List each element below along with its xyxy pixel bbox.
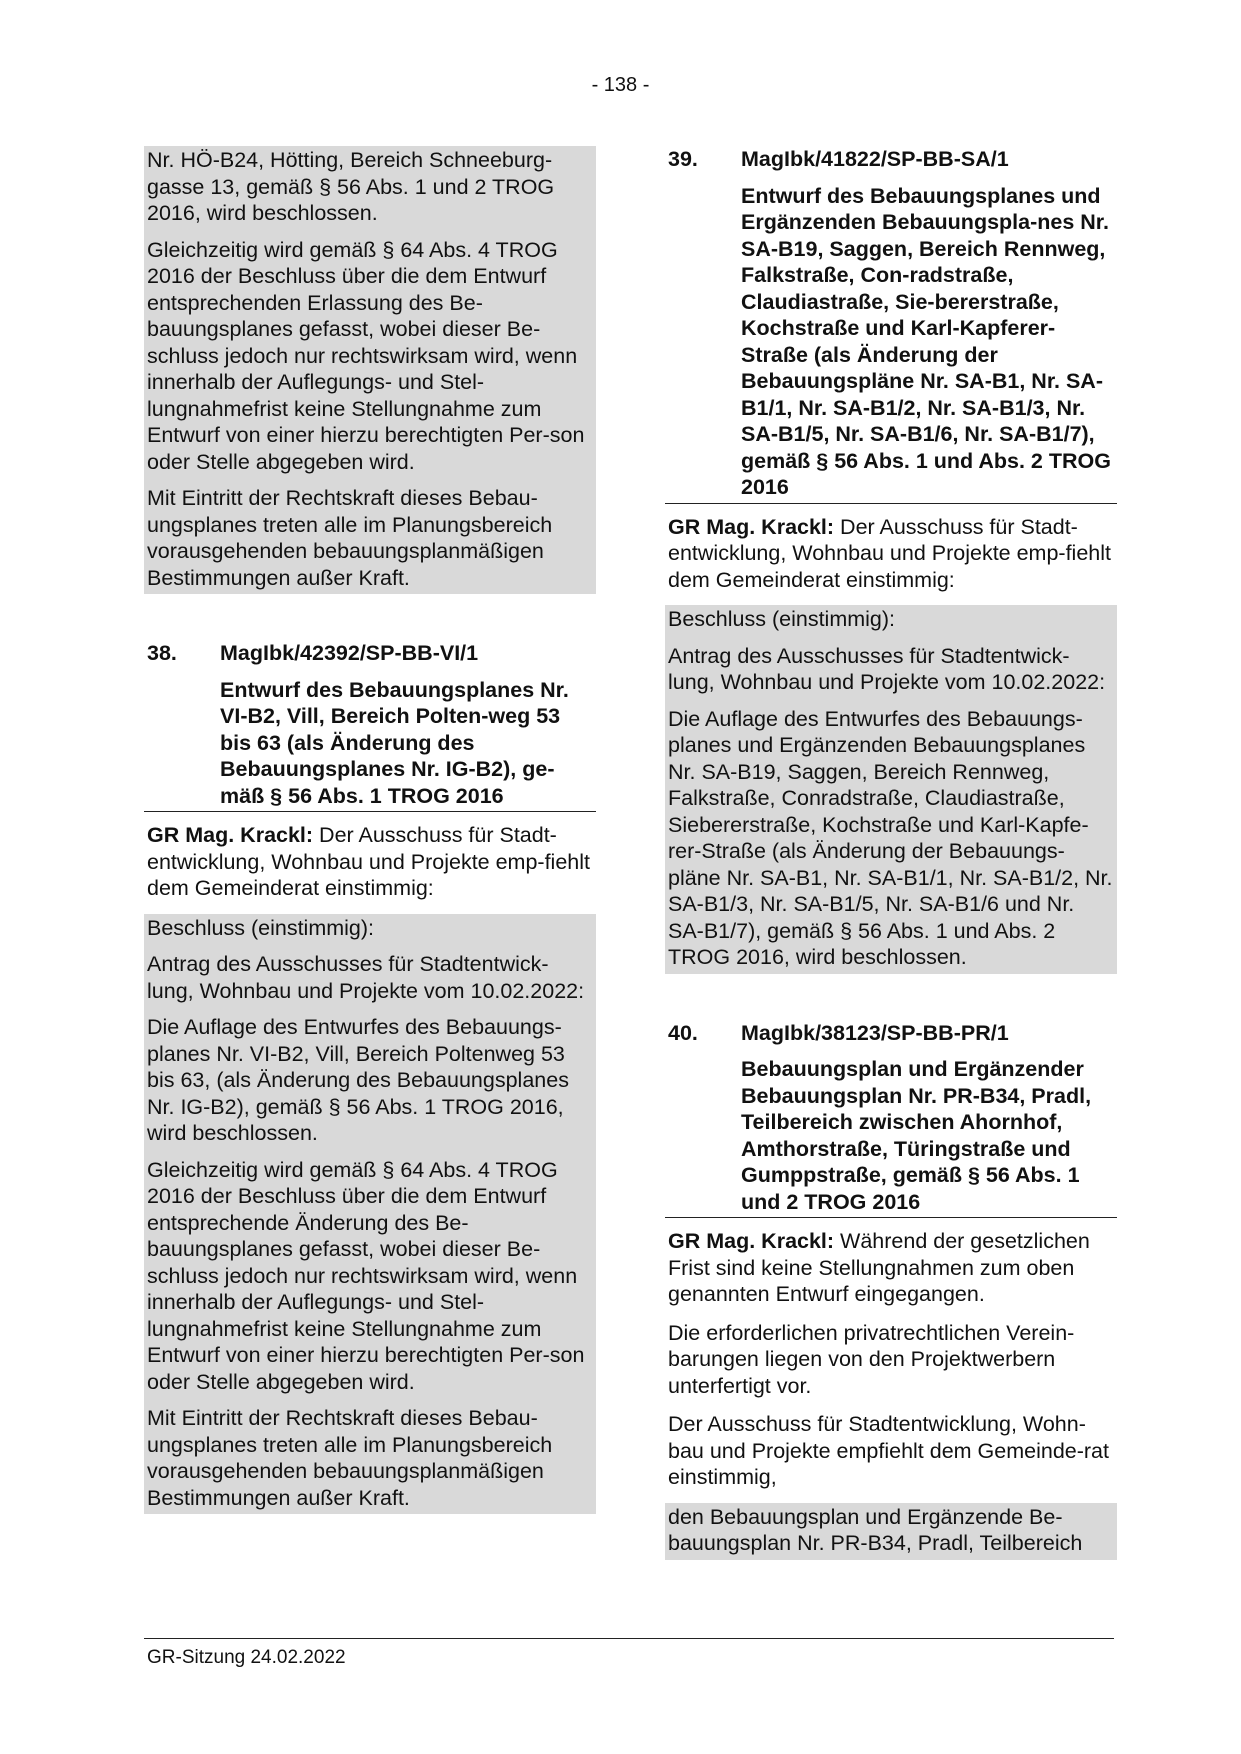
speaker-text: Während der gesetzlichen Frist sind keine Stellungnahmen zum oben genannten Entwurf eingegangen. <box>668 1229 1090 1306</box>
item-title: Entwurf des Bebauungsplanes Nr. VI-B2, Vill, Bereich Polten-weg 53 bis 63 (als Änderung des Bebauungsplanes Nr. IG-B2), ge-mäß § 56 Abs. 1 TROG 2016 <box>220 677 569 808</box>
speaker-name: GR Mag. Krackl: <box>668 1229 835 1253</box>
item-code: MagIbk/38123/SP-BB-PR/1 <box>741 1020 1009 1045</box>
item-code: MagIbk/41822/SP-BB-SA/1 <box>741 147 1009 171</box>
paragraph: Die erforderlichen privatrechtlichen Verein-barungen liegen von den Projektwerbern unterfertigt vor. <box>668 1320 1075 1398</box>
paragraph: Beschluss (einstimmig): <box>668 607 895 631</box>
footer-session-date: GR-Sitzung 24.02.2022 <box>147 1647 346 1668</box>
paragraph: Gleichzeitig wird gemäß § 64 Abs. 4 TROG 2016 der Beschluss über die dem Entwurf entsprechenden Erlassung des Be-bauungsplanes gefasst, wobei dieser Be-schluss jedoch nur rechtswirksam wird, wenn innerhalb der Auflegungs- und Stel-lungnahmefrist keine Stellungnahme zum Entwurf von einer hierzu berechtigten Per-son oder Stelle abgegeben wird. <box>147 237 585 474</box>
paragraph: den Bebauungsplan und Ergänzende Be-bauungsplan Nr. PR-B34, Pradl, Teilbereich <box>668 1504 1083 1555</box>
paragraph: Mit Eintritt der Rechtskraft dieses Bebau-ungsplanes treten alle im Planungsbereich vorausgehenden bebauungsplanmäßigen Bestimmungen außer Kraft. <box>147 486 553 590</box>
paragraph <box>144 822 596 902</box>
footer-divider <box>144 1638 1114 1639</box>
resolution-block-hoe-b24 <box>144 146 596 594</box>
paragraph: Antrag des Ausschusses für Stadtentwick-lung, Wohnbau und Projekte vom 10.02.2022: <box>668 643 1106 694</box>
item-heading <box>665 146 1117 173</box>
item-number: 39. <box>668 147 698 171</box>
right-column <box>665 146 1117 1560</box>
resolution-block-sa-b19 <box>665 605 1117 974</box>
item-number: 40. <box>668 1020 698 1045</box>
paragraph: Gleichzeitig wird gemäß § 64 Abs. 4 TROG 2016 der Beschluss über die dem Entwurf entsprechende Änderung des Be-bauungsplanes gefasst, wobei dieser Be-schluss jedoch nur rechtswirksam wird, wenn innerhalb der Auflegungs- und Stel-lungnahmefrist keine Stellungnahme zum Entwurf von einer hierzu berechtigten Per-son oder Stelle abgegeben wird. <box>147 1157 585 1394</box>
left-column <box>144 146 596 1514</box>
paragraph: Die Auflage des Entwurfes des Bebauungs-planes und Ergänzenden Bebauungsplanes Nr. SA-B19, Saggen, Bereich Rennweg, Falkstraße, Conradstraße, Claudiastraße, Siebererstraße, Kochstraße und Karl-Kapfe-rer-Straße (als Änderung der Bebauungs-pläne Nr. SA-B1, Nr. SA-B1/1, Nr. SA-B1/2, Nr. SA-B1/3, Nr. SA-B1/5, Nr. SA-B1/6 und Nr. SA-B1/7), gemäß § 56 Abs. 1 und Abs. 2 TROG 2016, wird beschlossen. <box>668 706 1113 969</box>
speaker-statement <box>665 514 1117 594</box>
paragraph: Nr. HÖ-B24, Hötting, Bereich Schneeburg-gasse 13, gemäß § 56 Abs. 1 und 2 TROG 2016, wird beschlossen. <box>147 148 555 225</box>
resolution-block-pr-b34 <box>665 1503 1117 1560</box>
item-code: MagIbk/42392/SP-BB-VI/1 <box>220 641 479 665</box>
speaker-text: Der Ausschuss für Stadt-entwicklung, Wohnbau und Projekte emp-fiehlt dem Gemeinderat einstimmig: <box>668 514 1111 592</box>
speaker-name: GR Mag. Krackl: <box>147 823 314 847</box>
resolution-block-vi-b2 <box>144 914 596 1515</box>
agenda-item-40 <box>665 1020 1117 1219</box>
paragraph: Mit Eintritt der Rechtskraft dieses Bebau-ungsplanes treten alle im Planungsbereich vorausgehenden bebauungsplanmäßigen Bestimmungen außer Kraft. <box>147 1406 553 1510</box>
speaker-statement <box>144 822 596 902</box>
item-number: 38. <box>147 641 177 665</box>
paragraph: Antrag des Ausschusses für Stadtentwick-lung, Wohnbau und Projekte vom 10.02.2022: <box>147 952 585 1003</box>
speaker-name: GR Mag. Krackl: <box>668 514 835 539</box>
paragraph: Der Ausschuss für Stadtentwicklung, Wohn-bau und Projekte empfiehlt dem Gemeinde-rat einstimmig, <box>668 1412 1109 1489</box>
speaker-text: Der Ausschuss für Stadt-entwicklung, Wohnbau und Projekte emp-fiehlt dem Gemeinderat einstimmig: <box>147 823 590 900</box>
item-heading <box>665 1020 1117 1047</box>
speaker-statement <box>665 1228 1117 1491</box>
page-number: - 138 - <box>591 74 650 96</box>
item-title: Bebauungsplan und Ergänzender Bebauungsplan Nr. PR-B34, Pradl, Teilbereich zwischen Ahornhof, Amthorstraße, Türingstraße und Gumppstraße, gemäß § 56 Abs. 1 und 2 TROG 2016 <box>741 1057 1092 1214</box>
paragraph <box>665 514 1117 594</box>
item-heading <box>144 640 596 667</box>
item-title: Entwurf des Bebauungsplanes und Ergänzenden Bebauungspla-nes Nr. SA-B19, Saggen, Bereich Rennweg, Falkstraße, Con-radstraße, Claudiastraße, Sie-bererstraße, Kochstraße und Karl-Kapferer-Straße (als Änderung der Bebauungspläne Nr. SA-B1, Nr. SA-B1/1, Nr. SA-B1/2, Nr. SA-B1/3, Nr. SA-B1/5, Nr. SA-B1/6, Nr. SA-B1/7), gemäß § 56 Abs. 1 und Abs. 2 TROG 2016 <box>741 183 1111 499</box>
paragraph: Die Auflage des Entwurfes des Bebauungs-planes Nr. VI-B2, Vill, Bereich Poltenweg 53 bis 63, (als Änderung des Bebauungsplanes Nr. IG-B2), gemäß § 56 Abs. 1 TROG 2016, wird beschlossen. <box>147 1015 569 1145</box>
paragraph: Beschluss (einstimmig): <box>147 915 374 940</box>
agenda-item-39 <box>665 146 1117 504</box>
agenda-item-38 <box>144 640 596 812</box>
paragraph <box>665 1228 1117 1308</box>
